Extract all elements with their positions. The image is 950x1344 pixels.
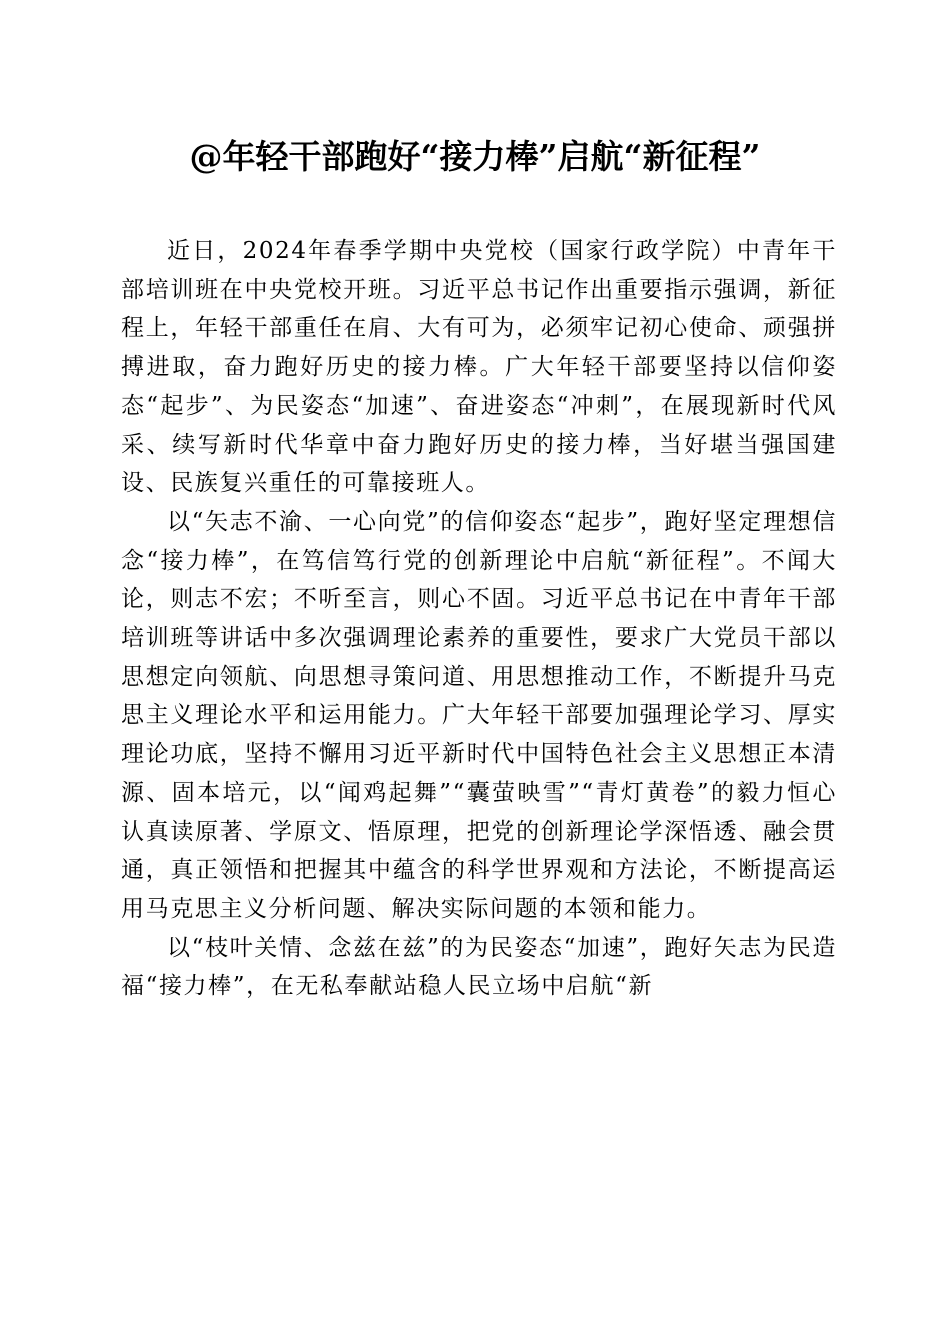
document-body [121,232,837,1006]
paragraph-1: 近日，2024年春季学期中央党校（国家行政学院）中青年干部培训班在中央党校开班。习近平总书记作出重要指示强调，新征程上，年轻干部重任在肩、大有可为，必须牢记初心使命、顽强拼搏进取，奋力跑好历史的接力棒。广大年轻干部要坚持以信仰姿态“起步”、为民姿态“加速”、奋进姿态“冲刺”，在展现新时代风采、续写新时代华章中奋力跑好历史的接力棒，当好堪当强国建设、民族复兴重任的可靠接班人。 [121,238,837,497]
paragraph-2: 以“矢志不渝、一心向党”的信仰姿态“起步”，跑好坚定理想信念“接力棒”，在笃信笃行党的创新理论中启航“新征程”。不闻大论，则志不宏；不听至言，则心不固。习近平总书记在中青年干部培训班等讲话中多次强调理论素养的重要性，要求广大党员干部以思想定向领航、向思想寻策问道、用思想推动工作，不断提升马克思主义理论水平和运用能力。广大年轻干部要加强理论学习、厚实理论功底，坚持不懈用习近平新时代中国特色社会主义思想正本清源、固本培元，以“闻鸡起舞”“囊萤映雪”“青灯黄卷”的毅力恒心认真读原著、学原文、悟原理，把党的创新理论学深悟透、融会贯通，真正领悟和把握其中蕴含的科学世界观和方法论，不断提高运用马克思主义分析问题、解决实际问题的本领和能力。 [121,508,837,922]
paragraph-3: 以“枝叶关情、念兹在兹”的为民姿态“加速”，跑好矢志为民造福“接力棒”，在无私奉献站稳人民立场中启航“新 [121,934,837,1000]
document-title: @年轻干部跑好“接力棒”启航“新征程” [189,137,761,176]
